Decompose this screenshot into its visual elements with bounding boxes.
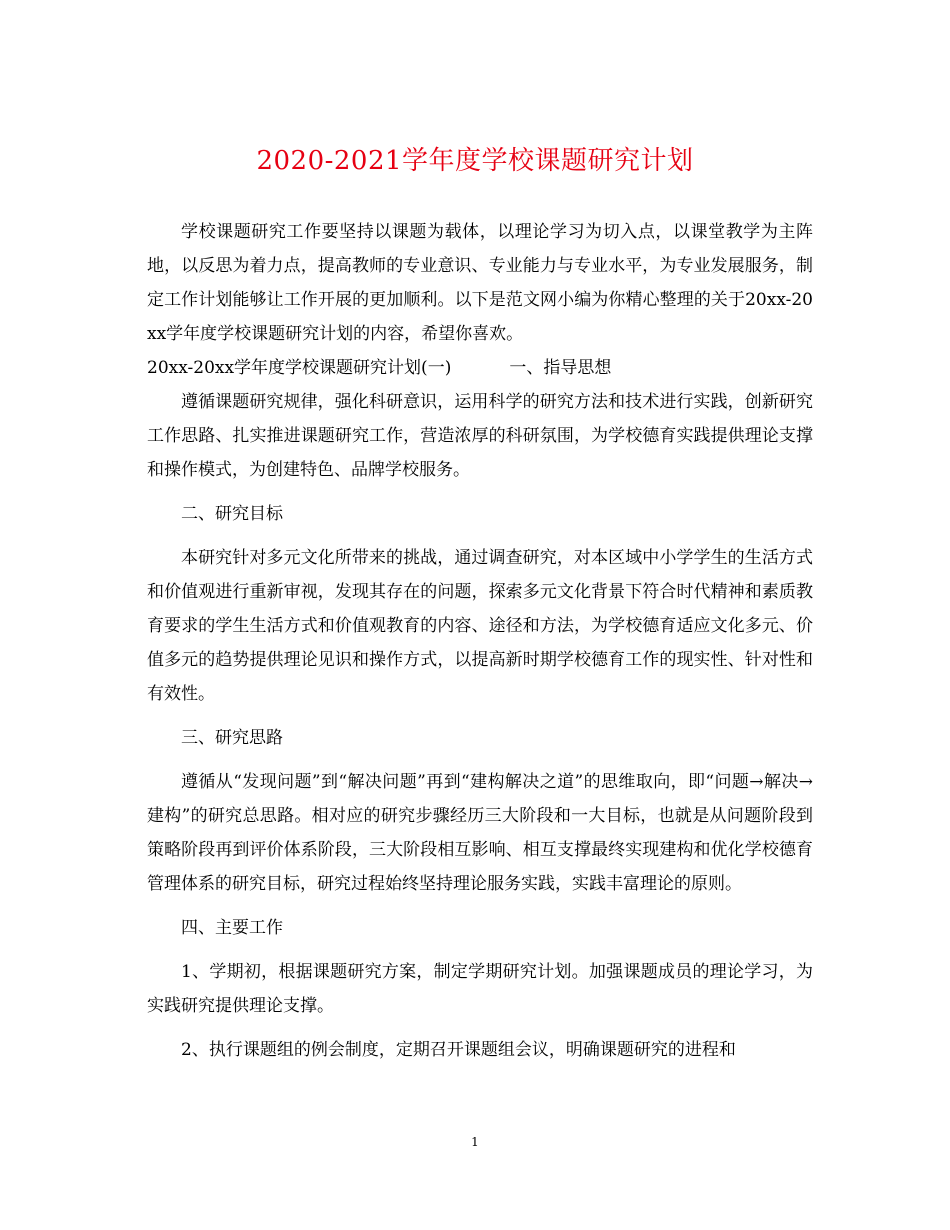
guiding-ideology-paragraph: 遵循课题研究规律，强化科研意识，运用科学的研究方法和技术进行实践，创新研究工作思路、扎实推进课题研究工作，营造浓厚的科研氛围，为学校德育实践提供理论支撑和操作模式，为创建特色、品牌学校服务。	[147, 392, 813, 480]
work-item-2: 2、执行课题组的例会制度，定期召开课题组会议，明确课题研究的进程和	[181, 1040, 736, 1060]
section-heading-research-approach: 三、研究思路	[181, 728, 283, 748]
research-approach-paragraph: 遵循从“发现问题”到“解决问题”再到“建构解决之道”的思维取向，即“问题→解决→建构”的研究总思路。相对应的研究步骤经历三大阶段和一大目标，也就是从问题阶段到策略阶段再到评价体系阶段，三大阶段相互影响、相互支撑最终实现建构和优化学校德育管理体系的研究目标，研究过程始终坚持理论服务实践，实践丰富理论的原则。	[147, 772, 813, 894]
plan-subheading-line	[147, 351, 813, 385]
intro-paragraph: 学校课题研究工作要坚持以课题为载体，以理论学习为切入点，以课堂教学为主阵地，以反思为着力点，提高教师的专业意识、专业能力与专业水平，为专业发展服务，制定工作计划能够让工作开展的更加顺利。以下是范文网小编为你精心整理的关于20xx-20xx学年度学校课题研究计划的内容，希望你喜欢。	[147, 222, 813, 344]
document-body	[147, 215, 813, 1067]
section-heading-main-work: 四、主要工作	[181, 918, 283, 938]
section-heading-research-goals: 二、研究目标	[181, 504, 283, 524]
page-number: 1	[471, 1135, 479, 1149]
plan-subheading: 20xx-20xx学年度学校课题研究计划(一)	[147, 358, 452, 378]
section-heading-guiding-ideology: 一、指导思想	[509, 358, 612, 378]
research-goals-paragraph: 本研究针对多元文化所带来的挑战，通过调查研究，对本区域中小学学生的生活方式和价值观进行重新审视，发现其存在的问题，探索多元文化背景下符合时代精神和素质教育要求的学生生活方式和价值观教育的内容、途径和方法，为学校德育适应文化多元、价值多元的趋势提供理论见识和操作方式，以提高新时期学校德育工作的现实性、针对性和有效性。	[147, 548, 813, 704]
page-title: 2020-2021学年度学校课题研究计划	[256, 146, 694, 176]
work-item-1: 1、学期初，根据课题研究方案，制定学期研究计划。加强课题成员的理论学习，为实践研究提供理论支撑。	[147, 962, 813, 1016]
